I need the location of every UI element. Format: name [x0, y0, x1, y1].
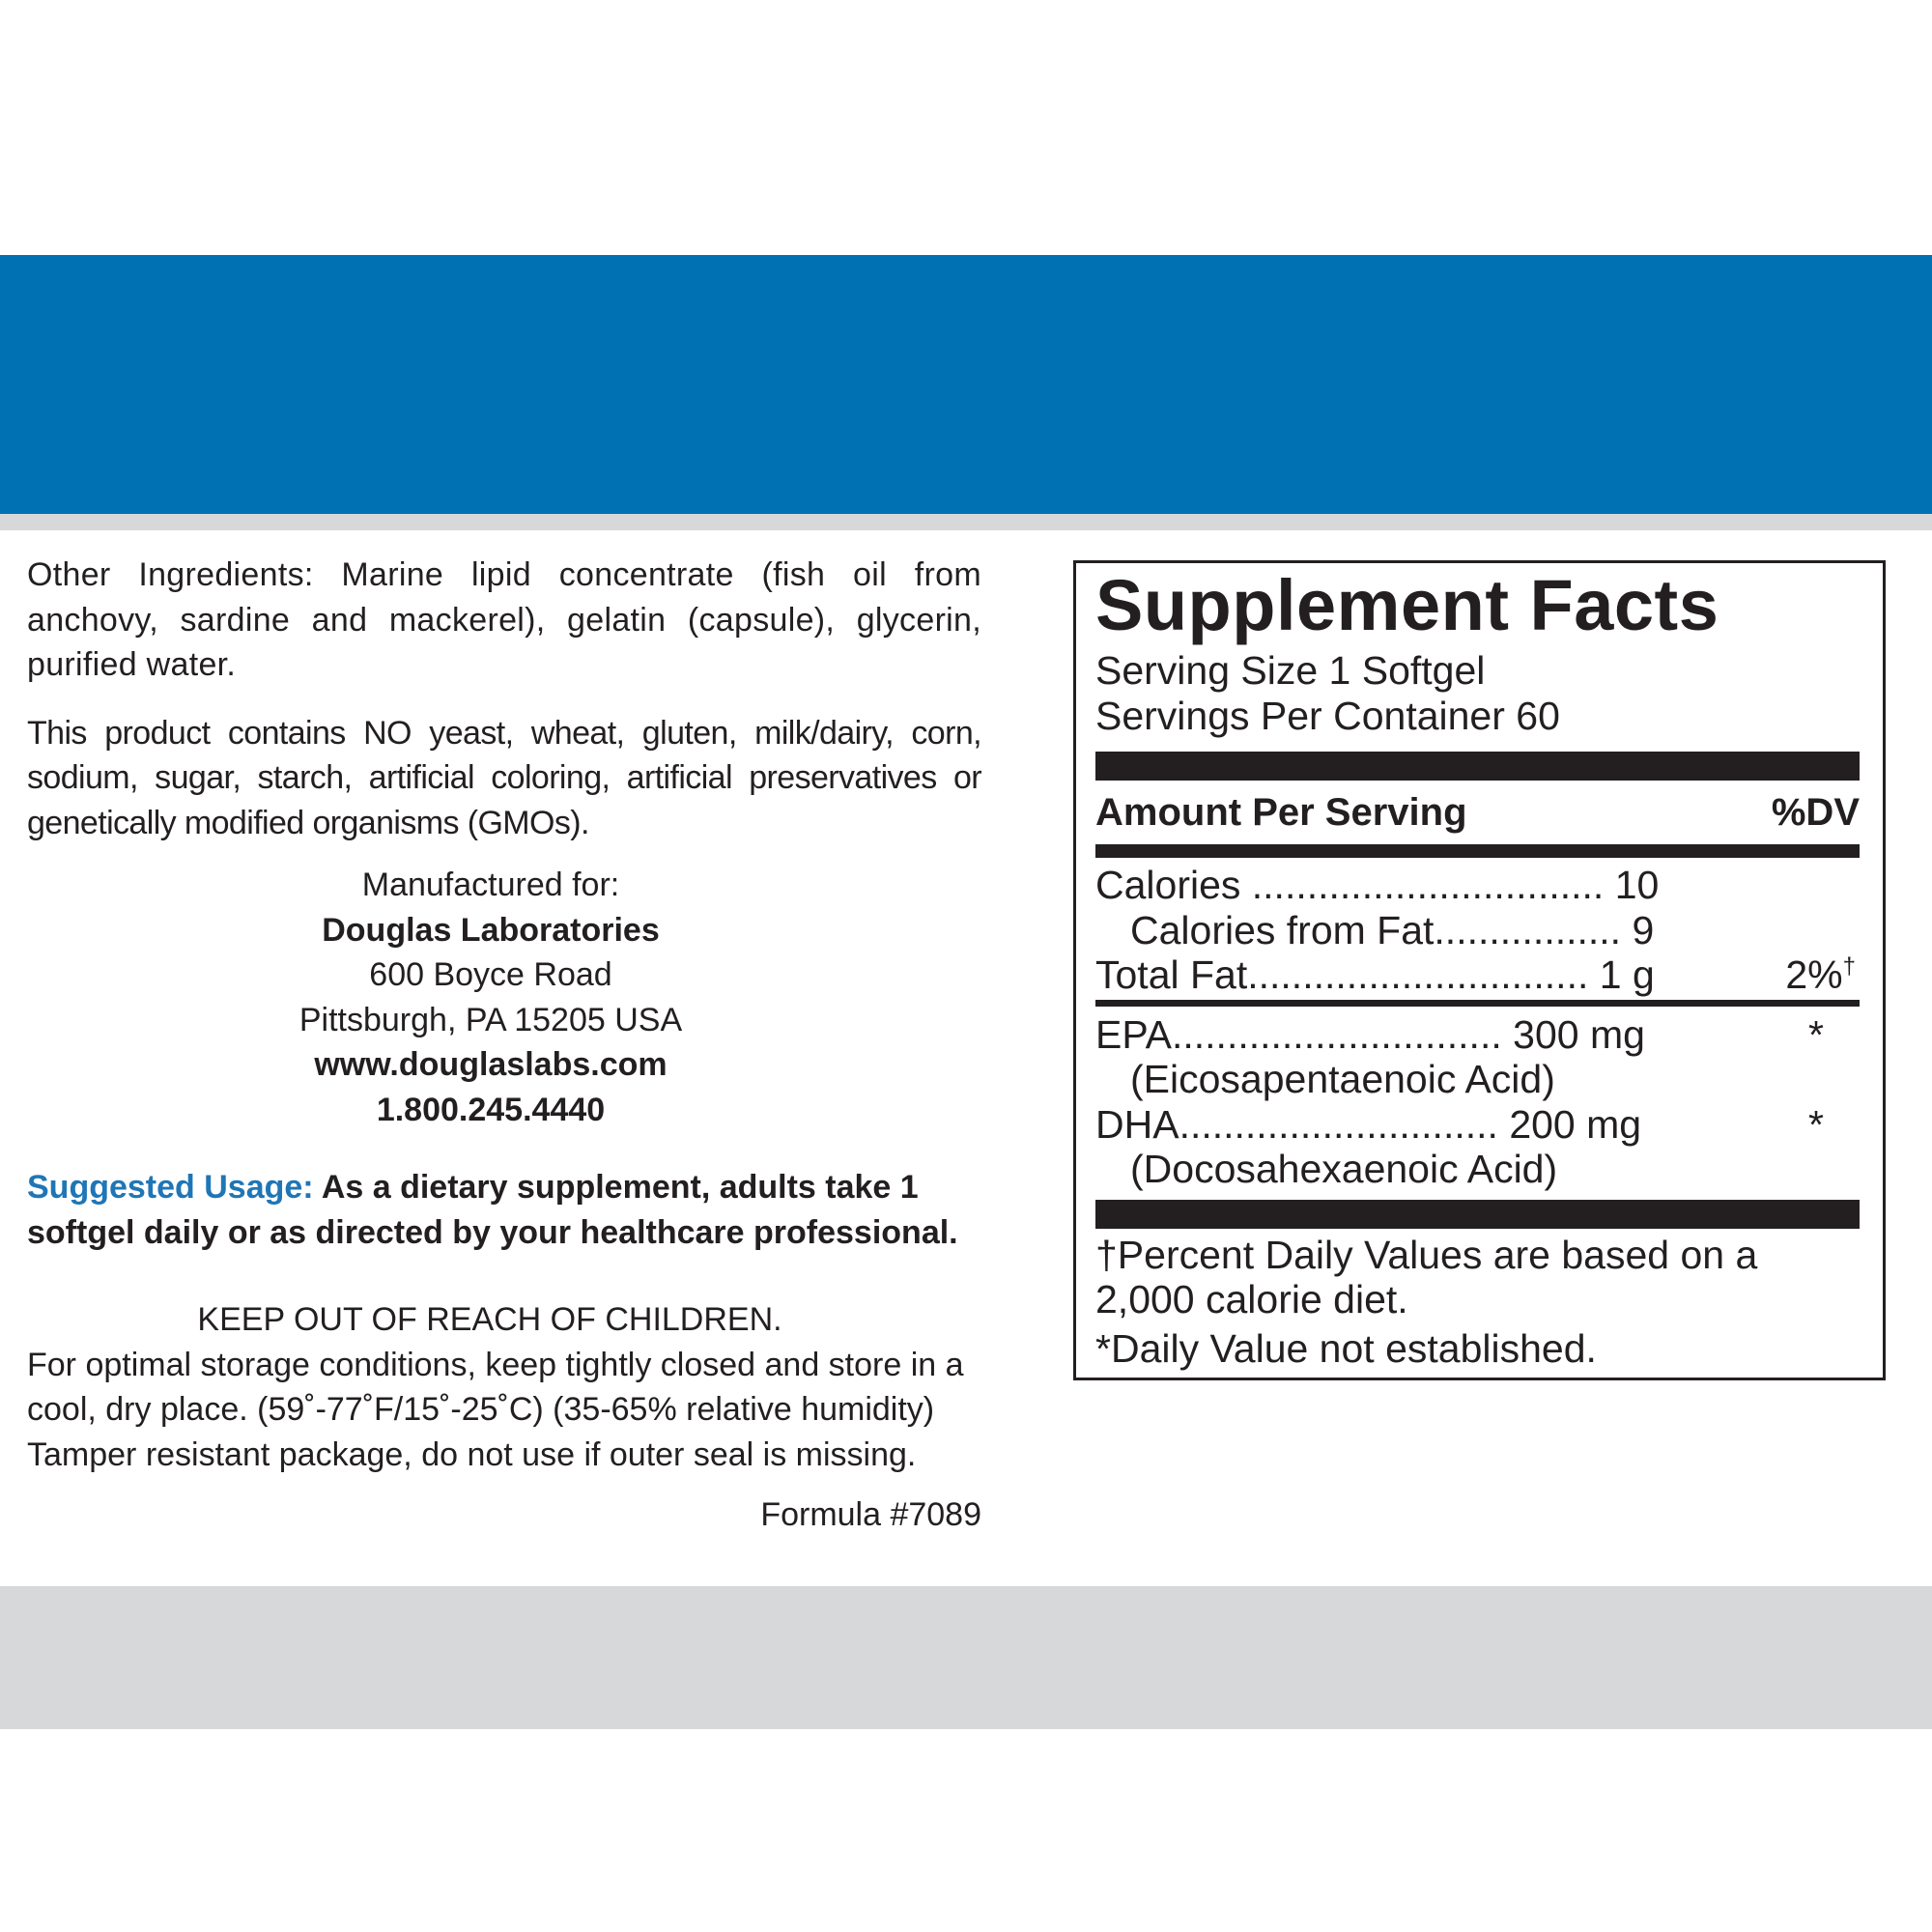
header-divider-strip — [0, 514, 1932, 530]
calories-from-fat-value: 9 — [1632, 907, 1655, 952]
facts-medium-rule — [1095, 844, 1860, 858]
manufacturer-city: Pittsburgh, PA 15205 USA — [298, 1001, 683, 1038]
calories-from-fat-label: Calories from Fat................. — [1130, 907, 1622, 952]
suggested-usage-label: Suggested Usage: — [27, 1169, 314, 1206]
suggested-usage-text: As a dietary supplement, adults take 1 softgel daily or as directed by your healthcare professional. — [27, 1169, 958, 1251]
dha-subtitle-row — [1095, 1147, 1860, 1192]
serving-size: Serving Size 1 Softgel — [1095, 648, 1486, 693]
dha-dv: * — [1808, 1101, 1824, 1147]
total-fat-row — [1095, 952, 1860, 998]
facts-bottom-thick-rule — [1095, 1200, 1860, 1229]
manufacturer-label: Manufactured for: — [361, 867, 620, 903]
allergen-statement: This product contains NO yeast, wheat, gluten, milk/dairy, corn, sodium, sugar, starch, artificial coloring, artificial preservatives or genetically modified organisms (GMOs). — [27, 714, 981, 841]
facts-header-row — [1095, 781, 1860, 844]
calories-label: Calories ................................ — [1095, 863, 1605, 907]
manufacturer-street: 600 Boyce Road — [369, 956, 612, 993]
epa-subtitle-row — [1095, 1057, 1860, 1102]
tamper-notice: Tamper resistant package, do not use if outer seal is missing. — [27, 1435, 917, 1473]
not-established-footnote: *Daily Value not established. — [1095, 1325, 1597, 1371]
storage-instructions: For optimal storage conditions, keep tightly closed and store in a cool, dry place. (59˚-77˚F/15˚-25˚C) (35-65% relative humidity) — [27, 1346, 964, 1428]
other-ingredients: Other Ingredients: Marine lipid concentrate (fish oil from anchovy, sardine and mackerel), gelatin (capsule), glycerin, purified water. — [27, 556, 981, 683]
dv-footnote: †Percent Daily Values are based on a 2,000 calorie diet. — [1095, 1232, 1758, 1321]
facts-thin-rule — [1095, 1000, 1860, 1007]
total-fat-dv: 2%† — [1785, 952, 1856, 997]
epa-row — [1095, 1012, 1860, 1058]
calories-from-fat-row — [1095, 908, 1860, 953]
header-color-band — [0, 255, 1932, 514]
calories-value: 10 — [1614, 863, 1660, 907]
facts-thick-rule — [1095, 752, 1860, 781]
dv-header: %DV — [1771, 791, 1860, 834]
calories-row — [1095, 863, 1860, 908]
formula-number: Formula #7089 — [760, 1496, 981, 1533]
warnings-block — [27, 1297, 981, 1477]
manufacturer-website: www.douglaslabs.com — [314, 1046, 668, 1083]
manufacturer-name: Douglas Laboratories — [322, 911, 660, 949]
manufacturer-block — [8, 863, 974, 1132]
epa-dv: * — [1808, 1011, 1824, 1057]
epa-subtitle: (Eicosapentaenoic Acid) — [1130, 1057, 1555, 1101]
dha-row — [1095, 1102, 1860, 1148]
servings-per-container: Servings Per Container 60 — [1095, 693, 1560, 738]
epa-label: EPA.............................. — [1095, 1011, 1502, 1057]
total-fat-label: Total Fat............................... — [1095, 952, 1589, 997]
dha-subtitle: (Docosahexaenoic Acid) — [1130, 1147, 1558, 1191]
epa-value: 300 mg — [1513, 1011, 1645, 1057]
supplement-facts-panel — [1073, 560, 1886, 1380]
manufacturer-phone: 1.800.245.4440 — [376, 1091, 606, 1128]
suggested-usage — [27, 1165, 981, 1255]
footer-color-band — [0, 1586, 1932, 1729]
children-warning: KEEP OUT OF REACH OF CHILDREN. — [197, 1301, 782, 1338]
dha-label: DHA............................. — [1095, 1101, 1498, 1147]
total-fat-value: 1 g — [1599, 952, 1655, 997]
dha-value: 200 mg — [1509, 1101, 1642, 1147]
amount-per-serving-header: Amount Per Serving — [1095, 791, 1467, 834]
facts-title: Supplement Facts — [1095, 565, 1719, 645]
label-text-column — [27, 553, 981, 1538]
dagger-mark: † — [1842, 953, 1856, 980]
